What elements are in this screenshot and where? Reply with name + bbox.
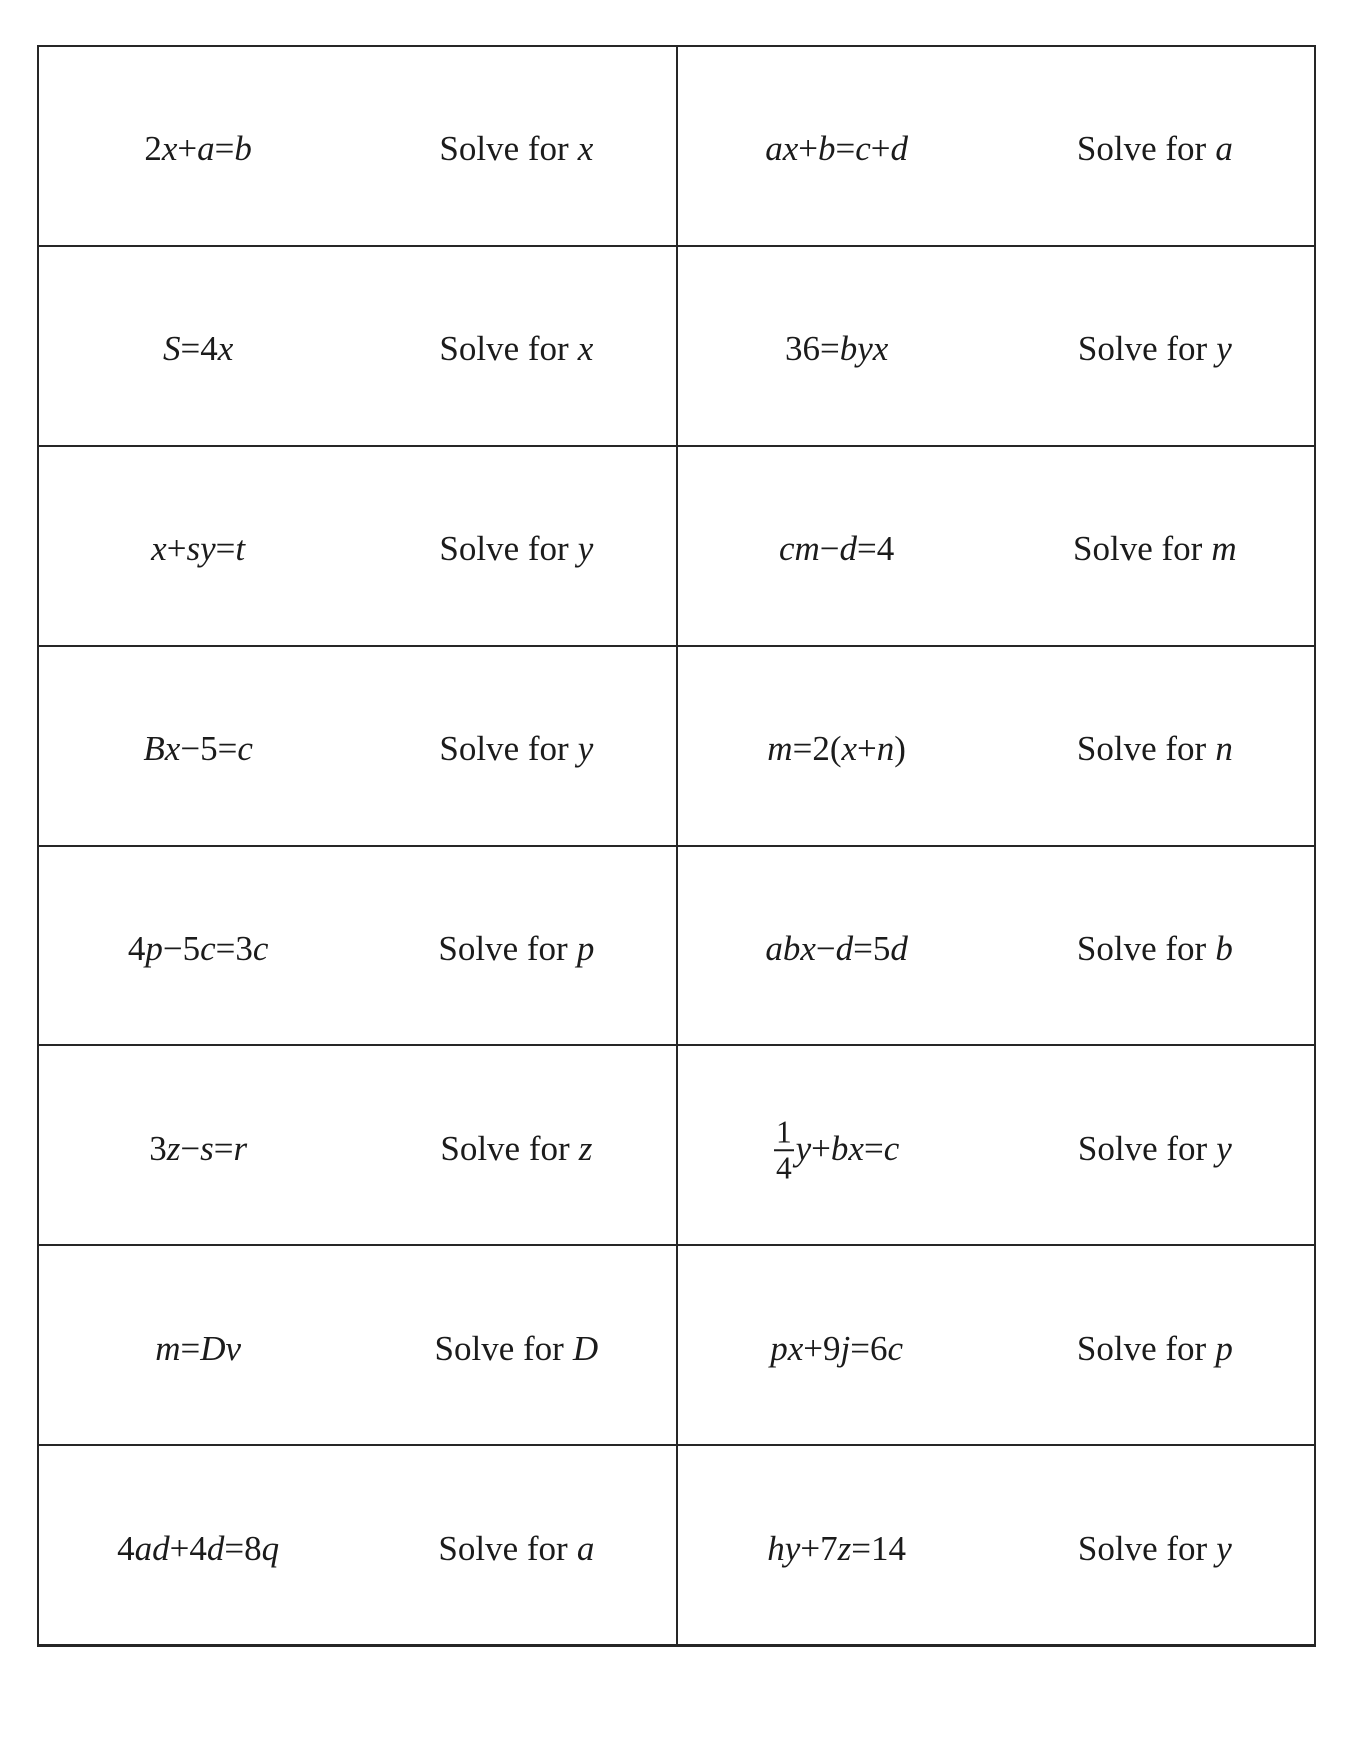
solve-instruction — [996, 1246, 1314, 1444]
solve-variable: p — [576, 928, 595, 968]
equation: $\frac{1}{4}$ y + b x = c — [775, 1114, 900, 1186]
problem-cell — [39, 1046, 678, 1244]
solve-variable: y — [577, 529, 594, 569]
problem-cell — [39, 447, 678, 645]
solve-variable: a — [576, 1528, 595, 1568]
solve-variable: z — [578, 1128, 593, 1168]
equation: 3 z − s = r — [149, 1128, 248, 1168]
solve-instruction — [357, 1246, 675, 1444]
solve-variable: p — [1215, 1328, 1233, 1368]
solve-instruction — [357, 1446, 675, 1644]
solve-variable: y — [1216, 1128, 1232, 1168]
solve-variable: x — [577, 329, 594, 369]
table-row — [39, 1046, 1314, 1246]
equation: a b x − d = 5 d — [765, 928, 908, 968]
fraction: $\frac{1}{4}$ — [775, 1114, 792, 1186]
problem-cell — [678, 647, 1315, 845]
equation: S = 4 x — [162, 329, 234, 369]
problem-cell — [678, 47, 1315, 245]
problem-cell — [678, 1446, 1315, 1644]
equation: x + s y = t — [151, 529, 246, 569]
problems-table — [37, 45, 1316, 1647]
solve-instruction — [996, 647, 1314, 845]
problem-cell — [39, 1446, 678, 1644]
solve-label: Solve for — [438, 1528, 568, 1568]
solve-label: Solve for — [1076, 1328, 1207, 1368]
solve-variable: m — [1211, 529, 1237, 569]
problem-cell — [39, 647, 678, 845]
solve-instruction — [996, 247, 1314, 445]
equation: h y + 7 z = 14 — [767, 1528, 906, 1568]
problem-cell — [39, 847, 678, 1045]
solve-instruction — [357, 447, 675, 645]
problem-cell — [39, 247, 678, 445]
solve-variable: a — [1215, 129, 1233, 169]
table-row — [39, 447, 1314, 647]
solve-variable: D — [572, 1328, 599, 1368]
solve-instruction — [357, 1046, 675, 1244]
problem-cell — [678, 247, 1315, 445]
equation: B x − 5 = c — [143, 729, 253, 769]
table-row — [39, 1446, 1314, 1644]
solve-label: Solve for — [439, 129, 569, 169]
equation: m = D v — [155, 1328, 242, 1368]
equation: a x + b = c + d — [765, 129, 909, 169]
solve-instruction — [357, 847, 675, 1045]
problem-cell — [39, 1246, 678, 1444]
solve-label: Solve for — [434, 1328, 564, 1368]
solve-instruction — [996, 847, 1314, 1045]
solve-label: Solve for — [1077, 1128, 1208, 1168]
problem-cell — [678, 447, 1315, 645]
table-row — [39, 47, 1314, 247]
solve-variable: y — [577, 729, 594, 769]
equation: 4 a d + 4 d = 8 q — [117, 1528, 280, 1568]
solve-label: Solve for — [1077, 329, 1208, 369]
equation: 4 p − 5 c = 3 c — [127, 928, 269, 968]
solve-variable: y — [1216, 1528, 1232, 1568]
solve-label: Solve for — [439, 729, 569, 769]
equation: 2 x + a = b — [144, 129, 252, 169]
problem-cell — [39, 47, 678, 245]
equation: c m − d = 4 — [778, 529, 895, 569]
equation: 36 = b y x — [784, 329, 889, 369]
solve-variable: b — [1215, 928, 1233, 968]
solve-label: Solve for — [439, 329, 569, 369]
solve-label: Solve for — [439, 529, 569, 569]
solve-label: Solve for — [1076, 129, 1207, 169]
problem-cell — [678, 1246, 1315, 1444]
table-row — [39, 247, 1314, 447]
solve-instruction — [996, 47, 1314, 245]
solve-label: Solve for — [1073, 529, 1203, 569]
table-row — [39, 1246, 1314, 1446]
solve-variable: x — [577, 129, 594, 169]
equation: m = 2( x + n ) — [767, 729, 906, 769]
solve-instruction — [357, 647, 675, 845]
solve-instruction — [357, 247, 675, 445]
solve-label: Solve for — [1076, 928, 1207, 968]
problem-cell — [678, 1046, 1315, 1244]
equation: p x + 9 j = 6 c — [770, 1328, 904, 1368]
solve-instruction — [996, 1446, 1314, 1644]
solve-label: Solve for — [438, 928, 568, 968]
solve-instruction — [996, 1046, 1314, 1244]
solve-variable: y — [1216, 329, 1232, 369]
problem-cell — [678, 847, 1315, 1045]
solve-instruction — [996, 447, 1314, 645]
solve-variable: n — [1215, 729, 1233, 769]
solve-label: Solve for — [440, 1128, 570, 1168]
table-row — [39, 647, 1314, 847]
solve-instruction — [357, 47, 675, 245]
table-row — [39, 847, 1314, 1047]
solve-label: Solve for — [1077, 1528, 1208, 1568]
solve-label: Solve for — [1076, 729, 1207, 769]
